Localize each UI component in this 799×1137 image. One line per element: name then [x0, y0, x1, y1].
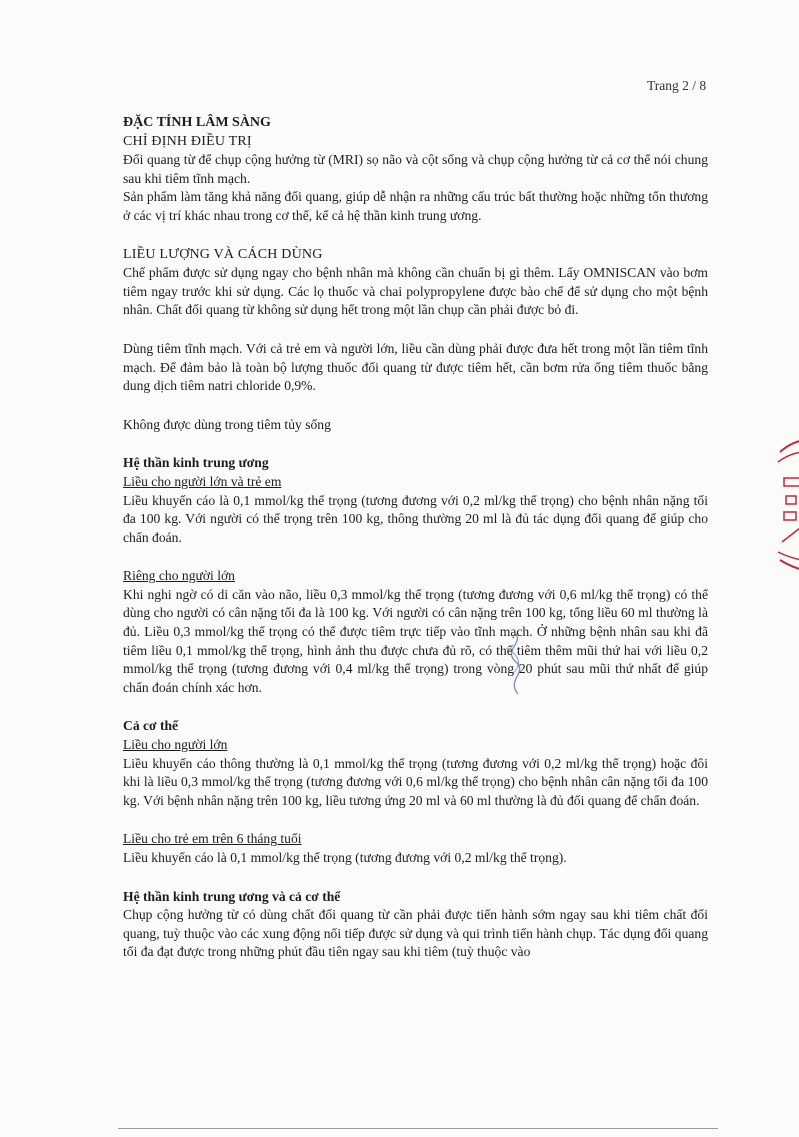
stamp-ring-icon — [766, 432, 799, 582]
subsection-label: Riêng cho người lớn — [123, 568, 235, 584]
paragraph: Liều khuyến cáo là 0,1 mmol/kg thể trọng (tương đương với 0,2 ml/kg thể trọng) cho bệnh nhân nặng tối đa 100 kg. Với người có thể trọng trên 100 kg, thông thường 20 ml là đủ tác dụng đối quang để giúp cho chẩn đoán. — [123, 492, 708, 545]
subsection-label: Liều cho người lớn và trẻ em — [123, 473, 282, 489]
paragraph: Chế phẩm được sử dụng ngay cho bệnh nhân mà không cần chuẩn bị gì thêm. Lấy OMNISCAN vào bơm tiêm ngay trước khi sử dụng. Các lọ thuốc và chai polypropylene được bào chế để sử dụng cho một bệnh nhân. Chất đối quang từ không sử dụng hết trong một lần chụp cần phải được bỏ đi. — [123, 265, 708, 318]
paragraph: Không được dùng trong tiêm tủy sống — [123, 416, 331, 432]
paragraph: Sản phẩm làm tăng khả năng đối quang, giúp dễ nhận ra những cấu trúc bất thường hoặc những tổn thương ở các vị trí khác nhau trong cơ thể, kể cả hệ thần kinh trung ương. — [123, 189, 708, 223]
subsection-heading-cns-and-body: Hệ thần kinh trung ương và cả cơ thể — [123, 888, 341, 904]
page-number: Trang 2 / 8 — [647, 78, 707, 93]
paragraph: Liều khuyến cáo là 0,1 mmol/kg thể trọng (tương đương với 0,2 ml/kg thể trọng). — [123, 850, 567, 865]
paragraph: Đối quang từ để chụp cộng hưởng từ (MRI) sọ não và cột sống và chụp cộng hưởng từ cả cơ thể nói chung sau khi tiêm tĩnh mạch. — [123, 152, 708, 186]
subsection-label: Liều cho người lớn — [123, 737, 228, 753]
paragraph: Chụp cộng hưởng từ có dùng chất đối quang từ cần phải được tiến hành sớm ngay sau khi tiêm chất đối quang, tuỳ thuộc vào các xung động nối tiếp được sử dụng và qui trình tiến hành chụp. Tác dụng đối quang tối đa đạt được trong những phút đầu tiên ngay sau khi tiêm (tuỳ thuộc vào — [123, 907, 708, 960]
subsection-heading-cns: Hệ thần kinh trung ương — [123, 455, 269, 471]
signature-icon — [496, 628, 536, 698]
document-title: ĐẶC TÍNH LÂM SÀNG — [123, 115, 271, 130]
approval-stamp — [766, 432, 799, 582]
footer-divider — [118, 1128, 718, 1129]
subsection-heading-whole-body: Cả cơ thể — [123, 718, 179, 734]
paragraph: Dùng tiêm tĩnh mạch. Với cả trẻ em và người lớn, liều cần dùng phải được đưa hết trong một lần tiêm tĩnh mạch. Để đảm bảo là toàn bộ lượng thuốc đối quang từ được tiêm hết, cần bơm rửa ống tiêm thuốc bằng dung dịch tiêm natri chloride 0,9%. — [123, 340, 708, 394]
subsection-label: Liều cho trẻ em trên 6 tháng tuổi — [123, 831, 302, 847]
section-heading-dosage: LIỀU LƯỢNG VÀ CÁCH DÙNG — [123, 246, 323, 262]
document-body — [123, 114, 708, 962]
section-heading-indications: CHỈ ĐỊNH ĐIỀU TRỊ — [123, 133, 252, 149]
paragraph: Liều khuyến cáo thông thường là 0,1 mmol/kg thể trọng (tương đương với 0,2 ml/kg thể trọng) hoặc đôi khi là liều 0,3 mmol/kg thể trọng (tương đương với 0,6 ml/kg thể trọng) cho bệnh nhân cân nặng tối đa 100 kg. Với bệnh nhân nặng trên 100 kg, liều tương ứng 20 ml và 60 ml thường là đủ đối quang để chẩn đoán. — [123, 755, 708, 808]
signature-mark — [496, 628, 536, 703]
paragraph: Khi nghi ngờ có di căn vào não, liều 0,3 mmol/kg thể trọng (tương đương với 0,6 ml/kg thể trọng) có thể dùng cho người có cân nặng tối đa là 100 kg. Với người có cân nặng trên 100 kg, tổng liều 60 ml thường là đủ. Liều 0,3 mmol/kg thể trọng có thể được tiêm trực tiếp vào tĩnh mạch. Ở những bệnh nhân sau khi đã tiêm liều 0,1 mmol/kg thể trọng, hình ảnh thu được chưa đủ rõ, có thể tiêm thêm mũi thứ hai với liều 0,2 mmol/kg thể trọng (tương đương với 0,4 ml/kg thể trọng) trong vòng 20 phút sau mũi thứ nhất để giúp chẩn đoán chính xác hơn. — [123, 586, 708, 695]
